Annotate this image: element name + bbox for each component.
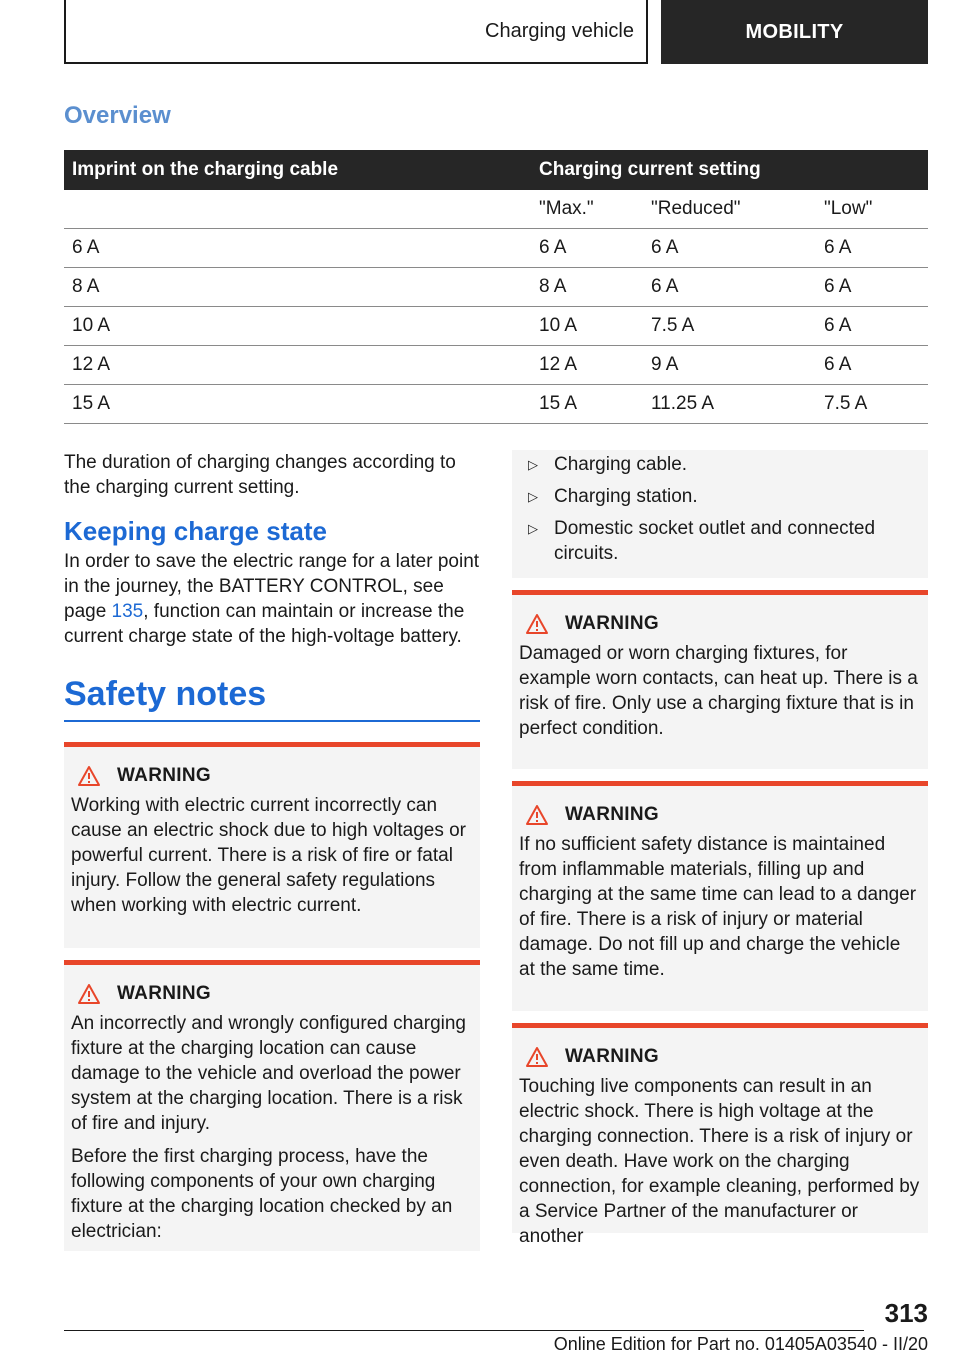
table-row <box>64 346 928 385</box>
warning-header <box>71 983 473 1005</box>
table-cell <box>64 190 531 229</box>
warning-triangle-icon <box>525 804 549 826</box>
table-row <box>64 229 928 268</box>
list-item-text: Domestic socket outlet and connected circuits. <box>554 518 876 564</box>
warning-box <box>64 742 480 948</box>
safety-notes-heading: Safety notes <box>64 675 480 722</box>
overview-heading: Overview <box>64 102 171 129</box>
table-cell: 9 A <box>643 346 816 385</box>
table-cell: 6 A <box>816 346 928 385</box>
list-item <box>520 452 920 477</box>
table-cell: 6 A <box>531 229 643 268</box>
table-cell: 6 A <box>816 229 928 268</box>
warning-triangle-icon <box>77 983 101 1005</box>
section-tab <box>661 0 928 64</box>
table-cell: "Max." <box>531 190 643 229</box>
list-item <box>520 484 920 509</box>
warning-title: WARNING <box>117 983 211 1004</box>
warning-box <box>512 1023 928 1247</box>
table-cell: 10 A <box>64 307 531 346</box>
table-cell: 6 A <box>64 229 531 268</box>
table-cell: 6 A <box>643 229 816 268</box>
table-cell: 8 A <box>531 268 643 307</box>
page-number: 313 <box>884 1298 928 1328</box>
table-cell: 12 A <box>64 346 531 385</box>
section-title: MOBILITY <box>745 20 844 43</box>
components-list-box <box>512 450 928 578</box>
table-cell: "Reduced" <box>643 190 816 229</box>
warning-text: An incorrectly and wrongly configured charging fixture at the charging location can cause damage to the vehicle and overload the power system at the charging location. There is a risk of fire and injury. <box>71 1013 466 1134</box>
left-column <box>64 450 480 1251</box>
triangle-bullet-icon: ▷ <box>528 457 538 472</box>
keeping-charge-heading: Keeping charge state <box>64 516 327 546</box>
table-cell: 15 A <box>64 385 531 424</box>
table-header-imprint: Imprint on the charging cable <box>64 150 531 190</box>
table-header-row <box>64 150 928 190</box>
warning-header <box>519 613 921 635</box>
warning-text: Damaged or worn charging fixtures, for example worn contacts, can heat up. There is a risk of fire. Only use a charging fixture that is in perfect condition. <box>519 643 918 739</box>
keeping-text-before: In order to save the electric range for a later point in the journey, the BATTERY CONTROL, see page <box>64 551 480 622</box>
list-item-text: Charging cable. <box>554 454 688 475</box>
warning-header <box>71 765 473 787</box>
edition-info: Online Edition for Part no. 01405A03540 - II/20 <box>553 1334 928 1354</box>
warning-text: Working with electric current incorrectly can cause an electric shock due to high voltages or powerful current. There is a risk of fire or fatal injury. Follow the general safety regulations when working with electric current. <box>71 795 467 916</box>
table-cell: 15 A <box>531 385 643 424</box>
table-cell: 6 A <box>643 268 816 307</box>
warning-text: Touching live components can result in an electric shock. There is high voltage at the charging connection. There is a risk of injury or even death. Have work on the charging connection, for example cleaning, performed by a Service Partner of the manufacturer or another <box>519 1076 920 1247</box>
warning-header <box>519 1046 921 1068</box>
warning-box <box>512 590 928 769</box>
warning-text: If no sufficient safety distance is maintained from inflammable materials, filling up and charging at the same time can lead to a danger of fire. There is a risk of injury or material damage. Do not fill up and charge the vehicle at the same time. <box>519 834 917 980</box>
chapter-title: Charging vehicle <box>485 19 634 42</box>
table-cell: 7.5 A <box>643 307 816 346</box>
keeping-text-after: , function can maintain or increase the current charge state of the high-voltage battery. <box>64 601 465 647</box>
list-item-text: Charging station. <box>554 486 698 507</box>
table-cell: 12 A <box>531 346 643 385</box>
table-cell: 7.5 A <box>816 385 928 424</box>
warning-title: WARNING <box>565 1046 659 1067</box>
warning-header <box>519 804 921 826</box>
chapter-tab <box>64 0 648 64</box>
table-cell: 6 A <box>816 307 928 346</box>
warning-triangle-icon <box>525 1046 549 1068</box>
table-cell: 8 A <box>64 268 531 307</box>
page-link[interactable]: 135 <box>111 601 144 622</box>
table-header-setting: Charging current setting <box>531 150 928 190</box>
components-list <box>520 452 920 566</box>
table-cell: "Low" <box>816 190 928 229</box>
keeping-charge-text <box>64 549 480 649</box>
right-column <box>512 450 928 1247</box>
warning-text: Before the first charging process, have the following components of your own charging fixture at the charging location checked by an electrician: <box>71 1146 453 1242</box>
list-item <box>520 516 920 566</box>
warning-triangle-icon <box>77 765 101 787</box>
warning-triangle-icon <box>525 613 549 635</box>
charging-duration-note: The duration of charging changes according to the charging current setting. <box>64 452 456 498</box>
charging-current-table <box>64 150 928 424</box>
table-row <box>64 307 928 346</box>
warning-box <box>512 781 928 1011</box>
warning-box <box>64 960 480 1251</box>
table-cell: 6 A <box>816 268 928 307</box>
warning-title: WARNING <box>565 804 659 825</box>
triangle-bullet-icon: ▷ <box>528 521 538 536</box>
footer-divider <box>64 1330 864 1331</box>
table-subheader-row <box>64 190 928 229</box>
table-row <box>64 385 928 424</box>
table-row <box>64 268 928 307</box>
warning-title: WARNING <box>117 765 211 786</box>
warning-title: WARNING <box>565 613 659 634</box>
table-cell: 11.25 A <box>643 385 816 424</box>
triangle-bullet-icon: ▷ <box>528 489 538 504</box>
table-cell: 10 A <box>531 307 643 346</box>
